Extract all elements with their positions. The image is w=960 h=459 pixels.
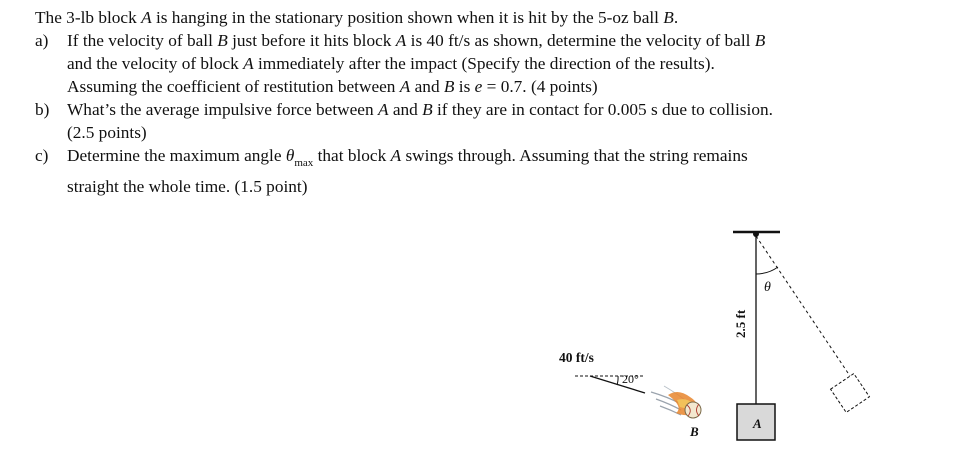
var-theta: θ (285, 146, 295, 165)
var-e: e (474, 77, 483, 96)
intro-text: The 3-lb block (35, 8, 142, 27)
part-a-text: is (454, 77, 475, 96)
var-B: B (754, 31, 766, 50)
part-c-text: Determine the maximum angle (67, 146, 286, 165)
theta-label: θ (764, 280, 771, 295)
var-theta-subscript: max (294, 157, 314, 169)
part-a-text: Assuming the coefficient of restitution between (67, 77, 400, 96)
var-A: A (395, 31, 407, 50)
swung-string (756, 236, 850, 376)
part-a-text: just before it hits block (227, 31, 396, 50)
length-label: 2.5 ft (733, 309, 748, 338)
part-a-text: If the velocity of ball (67, 31, 218, 50)
part-a-text: and (410, 77, 444, 96)
part-c-text: that block (313, 146, 391, 165)
angle-20-arc (617, 376, 618, 385)
var-A: A (399, 77, 411, 96)
part-a-label: a) (35, 31, 49, 50)
var-A: A (390, 146, 402, 165)
var-A: A (377, 100, 389, 119)
part-b-label: b) (35, 100, 50, 119)
var-B: B (422, 100, 433, 119)
block-a-label: A (753, 416, 762, 431)
var-B: B (217, 31, 228, 50)
part-b-line-2: (2.5 points) (67, 123, 147, 142)
part-b-text: if they are in contact for 0.005 s due to collision. (432, 100, 773, 119)
intro-text: . (673, 8, 679, 27)
part-a-text: is 40 ft/s as shown, determine the velocity of ball (406, 31, 755, 50)
part-a-text: = 0.7. (4 points) (482, 77, 598, 96)
part-c-label: c) (35, 146, 49, 165)
var-B: B (443, 77, 455, 96)
swung-block-outline (831, 374, 870, 413)
part-b-text: What’s the average impulsive force between (67, 100, 378, 119)
intro-text: is hanging in the stationary position shown when it is hit by the 5-oz ball (151, 8, 664, 27)
var-B: B (663, 8, 674, 27)
angle-label: 20° (622, 372, 639, 386)
part-c-line-2: straight the whole time. (1.5 point) (67, 177, 308, 196)
theta-arc (756, 267, 778, 274)
velocity-label: 40 ft/s (559, 350, 594, 365)
part-a-text: and the velocity of block (67, 54, 244, 73)
part-c-text: swings through. Assuming that the string remains (401, 146, 748, 165)
part-b-text: and (388, 100, 423, 119)
part-a-text: immediately after the impact (Specify the direction of the results). (253, 54, 715, 73)
ball-b-label: B (690, 424, 699, 439)
var-A: A (141, 8, 152, 27)
var-A: A (243, 54, 254, 73)
